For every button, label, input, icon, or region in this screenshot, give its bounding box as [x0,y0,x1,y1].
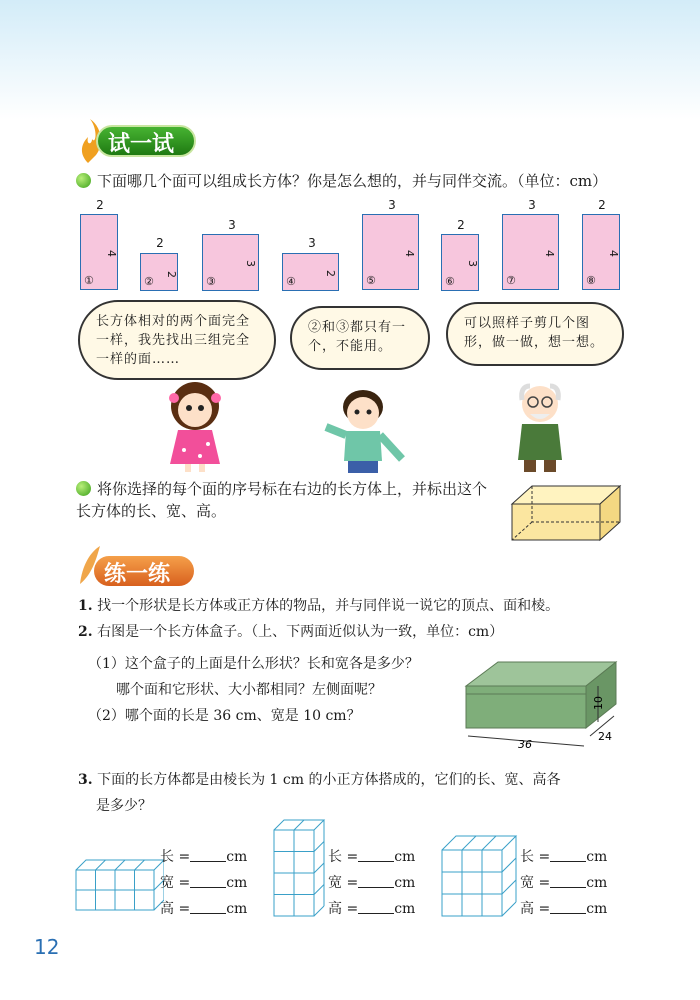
exercise-3-text-line2: 是多少？ [96,798,152,814]
face-1-top-label: 2 [96,198,104,212]
face-2-top-label: 2 [156,236,164,250]
face-1-side-label: 4 [105,250,118,257]
stack-3-length-blank[interactable] [550,847,586,862]
exercise-2-sub1a: （1）这个盒子的上面是什么形状？长和宽各是多少？ [88,656,419,672]
face-2-side-label: 2 [165,271,178,278]
box-height-label: 10 [592,696,605,710]
face-7-number: ⑦ [506,274,516,287]
girl-speech-bubble [78,300,276,380]
question-1 [76,170,676,192]
grandpa-character-illustration [508,380,572,474]
stack-2-height-row: 高 = cm [328,901,416,917]
practice-section-header [80,546,210,586]
cube-stack-1-illustration [74,852,164,912]
boy-speech-bubble [290,306,430,370]
question-1-text: 下面哪几个面可以组成长方体？你是怎么想的，并与同伴交流。（单位：cm） [97,172,608,190]
stack-1-height-row: 高 = cm [160,901,248,917]
stack-1-width-row: 宽 = cm [160,875,248,891]
face-4 [282,253,339,291]
face-8-side-label: 4 [607,250,620,257]
stack-1-height-blank[interactable] [190,899,226,914]
face-6-top-label: 2 [457,218,465,232]
cube-stack-3-illustration [440,830,520,918]
girl-speech-text: 长方体相对的两个面完全一样，我先找出三组完全一样的面…… [96,314,251,367]
stack-2-length-row: 长 = cm [328,849,416,865]
exercise-1 [78,596,678,616]
cube-stack-2-illustration [270,816,330,918]
exercise-3-text-line1: 下面的长方体都是由棱长为 1 cm 的小正方体搭成的，它们的长、宽、高各 [97,772,561,788]
stack-3-width-row: 宽 = cm [520,875,608,891]
face-7-top-label: 3 [528,198,536,212]
face-6 [441,234,479,291]
face-5-number: ⑤ [366,274,376,287]
grandpa-speech-bubble [446,302,624,366]
stack-1-length-row: 长 = cm [160,849,248,865]
girl-character-illustration [160,378,230,474]
face-5-side-label: 4 [403,250,416,257]
stack-2-width-row: 宽 = cm [328,875,416,891]
face-4-number: ④ [286,275,296,288]
question-2-text: 将你选择的每个面的序号标在右边的长方体上，并标出这个长方体的长、宽、高。 [76,480,488,520]
exercise-2-sub1b: 哪个面和它形状、大小都相同？左侧面呢？ [116,682,382,698]
stack-1-length-blank[interactable] [190,847,226,862]
boy-character-illustration [318,385,408,475]
exercise-1-number: 1. [78,598,93,614]
stack-2-length-blank[interactable] [358,847,394,862]
face-4-top-label: 3 [308,236,316,250]
face-6-number: ⑥ [445,275,455,288]
face-5-top-label: 3 [388,198,396,212]
face-6-side-label: 3 [466,260,479,267]
exercise-2-sub2: （2）哪个面的长是 36 cm、宽是 10 cm？ [88,708,361,724]
face-3-top-label: 3 [228,218,236,232]
face-7 [502,214,559,290]
stack-2-height-blank[interactable] [358,899,394,914]
stack-3-height-blank[interactable] [550,899,586,914]
exercise-1-text: 找一个形状是长方体或正方体的物品，并与同伴说一说它的顶点、面和棱。 [97,598,560,614]
try-section-title: 试一试 [108,132,175,157]
face-8-number: ⑧ [586,274,596,287]
face-8 [582,214,620,290]
face-3 [202,234,259,291]
box-length-label: 36 [518,738,532,751]
exercise-2-number: 2. [78,624,93,640]
exercise-3 [78,770,678,790]
boy-speech-text: ②和③都只有一个，不能用。 [308,320,407,354]
practice-section-title: 练一练 [104,562,171,587]
try-section-header [80,115,200,155]
face-3-side-label: 3 [244,260,257,267]
grandpa-speech-text: 可以照样子剪几个图形，做一做，想一想。 [464,316,605,350]
face-1-number: ① [84,274,94,287]
face-2 [140,253,178,291]
stack-2-width-blank[interactable] [358,873,394,888]
face-4-side-label: 2 [324,270,337,277]
stack-3-length-row: 长 = cm [520,849,608,865]
green-box-illustration [458,656,628,752]
exercise-2 [78,622,678,642]
face-1 [80,214,118,290]
stack-1-width-blank[interactable] [190,873,226,888]
face-7-side-label: 4 [543,250,556,257]
page-number: 12 [34,935,60,959]
face-2-number: ② [144,275,154,288]
stack-3-height-row: 高 = cm [520,901,608,917]
cuboid-diagram [510,482,622,542]
face-5 [362,214,419,290]
exercise-3-number: 3. [78,772,93,788]
exercise-2-text: 右图是一个长方体盒子。（上、下两面近似认为一致，单位：cm） [97,624,504,640]
face-8-top-label: 2 [598,198,606,212]
green-dot-icon [76,481,91,496]
face-3-number: ③ [206,275,216,288]
stack-3-width-blank[interactable] [550,873,586,888]
box-width-label: 24 [598,730,612,743]
question-2 [76,478,496,522]
green-dot-icon [76,173,91,188]
